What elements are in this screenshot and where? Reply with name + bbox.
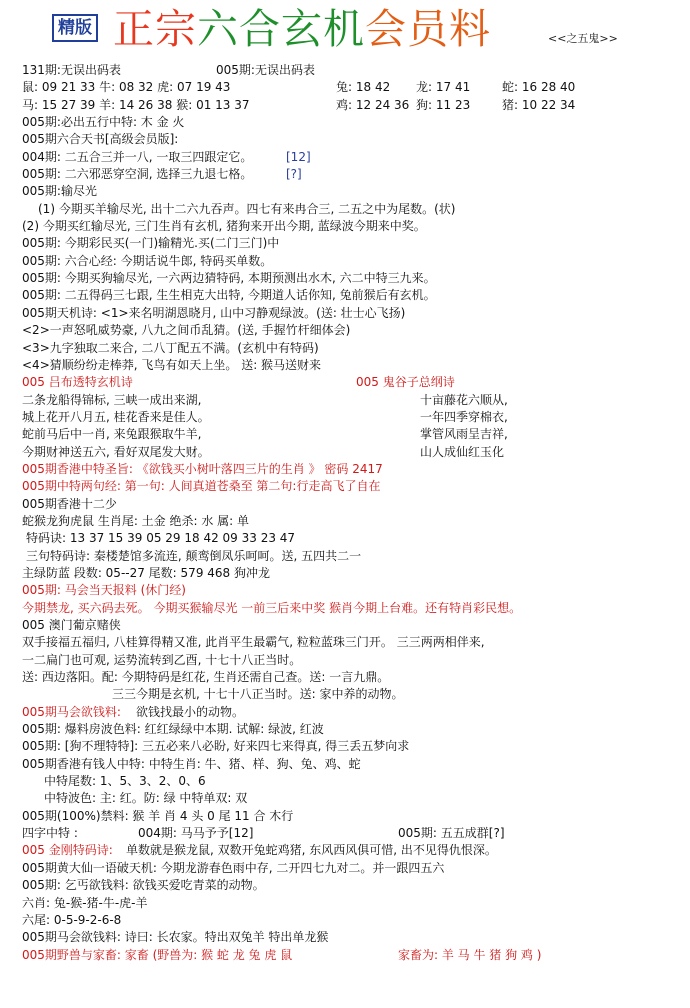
- text-line: [22, 426, 682, 443]
- text-segment: 城上花开八月五, 桂花香来是佳人。: [22, 409, 210, 424]
- text-line: [22, 565, 682, 582]
- text-line: [22, 253, 682, 270]
- text-segment: 兔: 18 42: [336, 80, 391, 95]
- text-segment: <2>一声怒吼威势豪, 八九之间币乱猜。(送, 手握竹杆细体会): [22, 323, 351, 338]
- text-segment: 005期: 爆料房波色料: 红红绿绿中本期. 试解: 绿波, 红波: [22, 722, 324, 737]
- text-segment: 六肖: 兔-猴-猪-牛-虎-羊: [22, 895, 148, 910]
- text-segment: 005期: 二五得码三七跟, 生生相克大出特, 今期道人话你知, 兔前猴后有玄机。: [22, 288, 436, 303]
- text-segment: 四字中特 :: [22, 826, 78, 841]
- text-line: [22, 530, 682, 547]
- text-segment: 蛇前马后中一肖, 来兔跟猴取牛羊,: [22, 427, 202, 442]
- page-title: [113, 4, 491, 54]
- text-line: [22, 461, 682, 478]
- text-segment: 一年四季穿棉衣,: [420, 409, 508, 424]
- text-segment: 中特尾数: 1、5、3、2、0、6: [44, 774, 206, 789]
- text-line: [22, 270, 682, 287]
- text-segment: 欲钱找最小的动物。: [136, 704, 245, 719]
- text-segment: 鼠: 09 21 33 牛: 08 32 虎: 07 19 43: [22, 80, 231, 95]
- text-line: [22, 496, 682, 513]
- text-line: [22, 340, 682, 357]
- text-segment: 005期:必出五行中特: 木 金 火: [22, 115, 185, 130]
- text-line: [22, 131, 682, 148]
- text-segment: 蛇猴龙狗虎鼠 生肖尾: 土金 绝杀: 水 属: 单: [22, 513, 250, 528]
- text-segment: 蛇: 16 28 40: [502, 80, 576, 95]
- text-segment: 005期: 乞丐欲钱料: 欲钱买爱吃青菜的动物。: [22, 878, 265, 893]
- text-line: [22, 721, 682, 738]
- text-line: [22, 686, 682, 703]
- text-line: [22, 912, 682, 929]
- text-line: [22, 409, 682, 426]
- text-segment: 005期: 二六邪恶穿空洞, 选择三九退七格。: [22, 167, 253, 182]
- text-segment: 今期财神送五六, 看好双尾发大财。: [22, 444, 210, 459]
- text-segment: 送: 西边落阳。配: 今期特码是红花, 生肖还需自己查。送: 一言九鼎。: [22, 670, 390, 685]
- text-segment: 005期: 五五成群[?]: [398, 826, 505, 841]
- text-line: [22, 97, 682, 114]
- text-segment: 005期香港有钱人中特: 中特生肖: 牛、猪、样、狗、兔、鸡、蛇: [22, 756, 361, 771]
- text-segment: 005期: 马会当天报料 (休门经): [22, 583, 186, 598]
- text-segment: 家畜为: 羊 马 牛 猪 狗 鸡 ): [398, 947, 542, 962]
- text-line: [22, 183, 682, 200]
- text-line: [22, 149, 682, 166]
- text-segment: 一二扁门也可观, 运势流转到乙酉, 十七十八正当时。: [22, 652, 302, 667]
- text-line: [22, 513, 682, 530]
- title-part: 玄机: [281, 5, 365, 53]
- text-segment: 005期(100%)禁料: 猴 羊 肖 4 头 0 尾 11 合 木行: [22, 808, 294, 823]
- text-line: [22, 218, 682, 235]
- text-segment: 今期禁龙, 买六码去死。 今期买猴输尽光 一前三后来中奖 猴肖今期上台难。还有特肖彩民想。: [22, 600, 522, 615]
- text-line: [22, 478, 682, 495]
- text-segment: 005期香港十二少: [22, 496, 117, 511]
- text-line: [22, 738, 682, 755]
- text-line: [22, 669, 682, 686]
- text-segment: 004期: 二五合三并一八, 一取三四跟定它。: [22, 149, 253, 164]
- text-segment: 二条龙船得锦标, 三峡一成出来湖,: [22, 392, 202, 407]
- text-segment: 三三今期是玄机, 十七十八正当时。送: 家中养的动物。: [112, 687, 404, 702]
- text-segment: 005 鬼谷子总纲诗: [356, 375, 455, 390]
- text-line: [22, 756, 682, 773]
- text-line: [22, 773, 682, 790]
- text-segment: 005期: 今期彩民买(一门)输精光.买(二门三门)中: [22, 236, 280, 251]
- text-line: [22, 808, 682, 825]
- text-segment: 双手接福五福归, 八桂算得精又准, 此肖平生最霸气, 粒粒蓝珠三门开。 三三两两相伴来,: [22, 635, 485, 650]
- text-line: [22, 600, 682, 617]
- text-segment: 六尾: 0-5-9-2-6-8: [22, 912, 122, 927]
- text-line: [22, 444, 682, 461]
- text-segment: 004期: 马马予予[12]: [138, 826, 254, 841]
- text-line: [22, 947, 682, 964]
- edition-badge: 精版: [52, 14, 98, 42]
- text-segment: 005期六合天书[高级会员版]:: [22, 132, 179, 147]
- text-segment: 005期: 今期买狗输尽光, 一六两边猜特码, 本期预测出水木, 六二中特三九来。: [22, 271, 436, 286]
- text-line: [22, 860, 682, 877]
- text-line: [22, 652, 682, 669]
- text-segment: 131期:无误出码表: [22, 63, 121, 77]
- text-segment: 马: 15 27 39 羊: 14 26 38 猴: 01 13 37: [22, 97, 250, 112]
- text-segment: 005 金刚特码诗:: [22, 843, 113, 858]
- text-segment: 005期:无误出码表: [216, 63, 315, 77]
- text-segment: 005期中特两句经: 第一句: 人间真道苍桑至 第二句:行走高飞了自在: [22, 479, 381, 494]
- text-line: [22, 235, 682, 252]
- page-header: [0, 0, 690, 60]
- text-line: [22, 895, 682, 912]
- text-segment: 005期:输尽光: [22, 184, 97, 199]
- text-line: [22, 374, 682, 391]
- title-part: 六合: [197, 5, 281, 53]
- text-line: [22, 825, 682, 842]
- text-line: [22, 634, 682, 651]
- text-segment: (1) 今期买羊输尽光, 出十二六九吞声。四七有来冉合三, 二五之中为尾数。(状): [38, 201, 456, 216]
- text-segment: <4>猜顺纷纷走棒莽, 飞鸟有如天上坐。 送: 猴马送财来: [22, 357, 322, 372]
- text-segment: 龙: 17 41: [416, 80, 471, 95]
- text-segment: 005期黄大仙一语破天机: 今期龙游春色雨中存, 二开四七九对二。并一跟四五六: [22, 860, 445, 875]
- text-segment: 中特波色: 主: 红。防: 绿 中特单双: 双: [44, 791, 248, 806]
- text-segment: 005 澳门葡京赌侠: [22, 618, 121, 632]
- text-segment: 005期天机诗: <1>来名明湖恩晓月, 山中习静观绿波。(送: 壮士心飞扬): [22, 305, 406, 320]
- text-segment: 005期马会欲钱料: 诗曰: 长农家。特出双兔羊 特出单龙猴: [22, 930, 329, 945]
- text-segment: 单数就是猴龙鼠, 双数开兔蛇鸡猪, 东风西风俱可惜, 出不见得仇恨深。: [126, 843, 497, 858]
- text-segment: 特码诀: 13 37 15 39 05 29 18 42 09 33 23 47: [26, 531, 296, 546]
- text-line: [22, 842, 682, 859]
- text-line: [22, 548, 682, 565]
- text-segment: 掌管风雨呈吉祥,: [420, 427, 508, 442]
- text-segment: (2) 今期买红输尽光, 三门生肖有玄机, 猪狗来开出今期, 蓝绿波今期来中奖。: [22, 219, 426, 234]
- text-segment: 005期: 六合心经: 今期话说牛郎, 特码买单数。: [22, 253, 273, 268]
- title-part: 正宗: [113, 5, 197, 53]
- text-segment: 005期: [狗不理特特]: 三五必来八必盼, 好来四七来得真, 得三丢五梦向求: [22, 739, 410, 754]
- text-line: [22, 166, 682, 183]
- text-line: [22, 62, 682, 79]
- text-segment: 三句特码诗: 秦楼楚馆多流连, 颠鸾倒凤乐呵呵。送, 五四共二一: [26, 548, 362, 563]
- author-signature: <<之五鬼>>: [548, 32, 618, 45]
- text-line: [22, 704, 682, 721]
- text-line: [22, 305, 682, 322]
- text-line: [22, 114, 682, 131]
- text-segment: 主绿防蓝 段数: 05--27 尾数: 579 468 狗冲龙: [22, 565, 270, 580]
- content-body: [22, 62, 682, 964]
- text-line: [22, 322, 682, 339]
- text-line: [22, 929, 682, 946]
- title-part: 会员料: [365, 5, 491, 53]
- text-segment: 005 吕布透特玄机诗: [22, 375, 133, 390]
- text-line: [22, 201, 682, 218]
- text-line: [22, 287, 682, 304]
- text-segment: [?]: [286, 167, 302, 182]
- text-line: [22, 582, 682, 599]
- text-segment: 005期香港中特圣旨: 《欲钱买小树叶落四三片的生肖 》 密码 2417: [22, 461, 383, 476]
- text-segment: 山人成仙红玉化: [420, 444, 505, 459]
- text-line: [22, 392, 682, 409]
- text-segment: <3>九字独取二来合, 二八丁配五不满。(玄机中有特码): [22, 340, 319, 355]
- text-segment: 十亩藤花六顺从,: [420, 392, 508, 407]
- text-segment: [12]: [286, 149, 311, 164]
- text-segment: 鸡: 12 24 36: [336, 97, 410, 112]
- text-line: [22, 877, 682, 894]
- text-line: [22, 790, 682, 807]
- text-line: [22, 79, 682, 96]
- text-segment: 005期野兽与家畜: 家畜 (野兽为: 猴 蛇 龙 兔 虎 鼠: [22, 947, 293, 962]
- text-line: [22, 617, 682, 634]
- text-segment: 005期马会欲钱料:: [22, 704, 121, 719]
- text-line: [22, 357, 682, 374]
- text-segment: 狗: 11 23: [416, 97, 471, 112]
- text-segment: 猪: 10 22 34: [502, 97, 576, 112]
